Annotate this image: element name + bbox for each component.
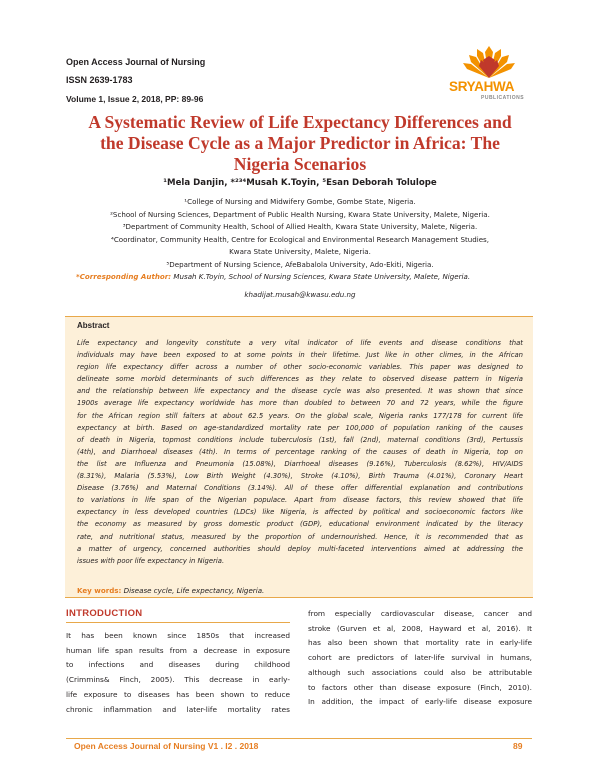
publisher-logo: [441, 44, 537, 106]
introduction-heading: INTRODUCTION: [66, 608, 143, 619]
affiliation: ³Department of Community Health, School of Allied Health, Kwara State University, Malete, Nigeria.: [122, 222, 478, 231]
body-line: although such associations could also be attributable: [308, 667, 532, 677]
abstract-line: 1900s average life expectancy worldwide has more than doubled to between 70 and 72 years, while the figure: [77, 399, 523, 408]
body-line: to factors other than disease exposure (Finch, 2010).: [308, 682, 532, 692]
keywords: [77, 586, 264, 595]
keywords-label: Key words:: [77, 586, 122, 595]
abstract-text: [77, 337, 523, 567]
sunburst-icon: [441, 44, 537, 84]
affiliation: ²School of Nursing Sciences, Department of Public Health Nursing, Kwara State University, Malete, Nigeria.: [110, 209, 490, 219]
authors: ¹Mela Danjin, *²³⁴Musah K.Toyin, ⁵Esan Deborah Tolulope: [163, 178, 437, 188]
abstract-line: (8.31%), Malaria (5.53%), Low Birth Weight (4.30%), Stroke (4.10%), Birth Trauma (4.01%), Coronary Heart: [77, 472, 523, 481]
title-line: Nigeria Scenarios: [233, 154, 367, 174]
logo-subtitle: PUBLICATIONS: [481, 95, 525, 101]
corresponding-email[interactable]: khadijat.musah@kwasu.edu.ng: [244, 290, 356, 299]
abstract-box: [65, 316, 533, 598]
abstract-line: to variations in life span of the Nigerian populace. Apart from disease factors, this review showed that life: [77, 496, 523, 505]
title-line: A Systematic Review of Life Expectancy Differences and: [88, 112, 512, 132]
abstract-line: the economy as measured by gross domestic product (GDP), educational environment indicated by the literacy: [77, 520, 523, 529]
title-line: the Disease Cycle as a Major Predictor in Africa: The: [100, 133, 500, 153]
abstract-line: (4th), and Diarrhoeal diseases (4th). In terms of percentage ranking of the causes of death in Nigeria, top on: [77, 447, 523, 456]
page-number: 89: [513, 741, 523, 751]
affiliations: [60, 196, 540, 271]
issn: ISSN 2639-1783: [66, 75, 133, 85]
abstract-line: for the African region still falters at about 62.5 years. On the global scale, Nigeria ranks 177/178 for current life: [77, 411, 523, 420]
journal-name: Open Access Journal of Nursing: [66, 57, 206, 67]
body-column-right: [308, 607, 532, 710]
abstract-line: issues with poor life expectancy in Nigeria.: [77, 556, 225, 565]
abstract-line: Life expectancy and longevity constitute a very vital indicator of life events and disease conditions that: [77, 339, 523, 347]
abstract-line: expectancy at birth. Based on age-standardized mortality rate per 100,000 of population ranking of the causes: [77, 423, 523, 432]
body-line: has also been shown that mortality rate in early-life: [308, 638, 532, 648]
affiliation: ¹College of Nursing and Midwifery Gombe, Gombe State, Nigeria.: [184, 197, 416, 206]
abstract-line: rate, and nutritional status, measured by the proportion of undernourished. Hence, it is recommended that as: [77, 532, 523, 541]
keywords-value: Disease cycle, Life expectancy, Nigeria.: [123, 586, 265, 595]
corresponding-author: [76, 272, 470, 281]
body-line: cohort are predictors of later-life survival in humans,: [308, 653, 532, 663]
affiliation: ⁴Coordinator, Community Health, Centre for Ecological and Environmental Research Management Studies,: [110, 234, 490, 244]
abstract-line: individuals may have been exposed to at some points in their lifetime. Just like in other climes, in the African: [77, 351, 523, 360]
body-line: from especially cardiovascular disease, cancer and: [308, 609, 532, 618]
body-line: chronic inflammation and later-life mortality rates: [66, 704, 290, 714]
heading-rule: [66, 622, 290, 623]
volume-issue: Volume 1, Issue 2, 2018, PP: 89-96: [66, 94, 204, 104]
body-line: stroke (Gurven et al, 2008, Hayward et al, 2016). It: [308, 623, 532, 633]
body-column-left: [66, 629, 290, 717]
abstract-line: the list are Influenza and Pneumonia (15.08%), Diarrhoeal diseases (9.16%), Tuberculosis (8.62%), HIV/AIDS: [77, 459, 523, 468]
abstract-line: and the relationship between life expectancy and the disease cycle was also presented. It was shown that since: [77, 387, 523, 396]
body-line: (Crimmins& Finch, 2005). This decrease in early-: [66, 675, 290, 685]
article-title: [60, 112, 540, 175]
abstract-line: a matter of urgency, concerned authorities should deploy multi-faceted interventions aimed at addressing the: [77, 544, 523, 553]
footer-rule: [66, 738, 532, 739]
abstract-line: region life expectancy differ across a number of other socio-economic variables. This paper was designed to: [77, 363, 523, 372]
body-line: human life span results from a decrease in exposure: [66, 645, 290, 655]
logo-wordmark: SRYAHWA: [449, 79, 515, 94]
affiliation: Kwara State University, Malete, Nigeria.: [229, 247, 371, 256]
footer-journal: Open Access Journal of Nursing V1 . I2 . 2018: [74, 741, 259, 751]
body-line: to infections and diseases during childhood: [66, 660, 290, 670]
corresponding-text: Musah K.Toyin, School of Nursing Sciences, Kwara State University, Malete, Nigeria.: [173, 272, 471, 281]
corresponding-label: *Corresponding Author:: [76, 272, 172, 281]
abstract-line: Disease (3.76%) and Maternal Conditions (3.14%). All of these offer differential explanation and contributions: [77, 484, 523, 493]
abstract-heading: Abstract: [77, 321, 110, 330]
body-line: life exposure to diseases has been shown to reduce: [66, 689, 290, 699]
body-line: In addition, the impact of early-life disease exposure: [308, 697, 532, 707]
abstract-line: of death in Nigeria, topmost conditions include tuberculosis (1st), fall (2nd), maternal conditions (3rd), Pertussis: [77, 435, 523, 444]
body-line: It has been known since 1850s that increased: [66, 631, 290, 640]
affiliation: ⁵Department of Nursing Science, AfeBabalola University, Ado-Ekiti, Nigeria.: [166, 259, 434, 269]
abstract-line: expectancy in less developed countries (LDCs) like Nigeria, is affected by political and socioeconomic factors like: [77, 508, 523, 517]
abstract-line: delineate some morbid determinants of such differences as they relate to observed disease pattern in Nigeria: [77, 375, 523, 384]
